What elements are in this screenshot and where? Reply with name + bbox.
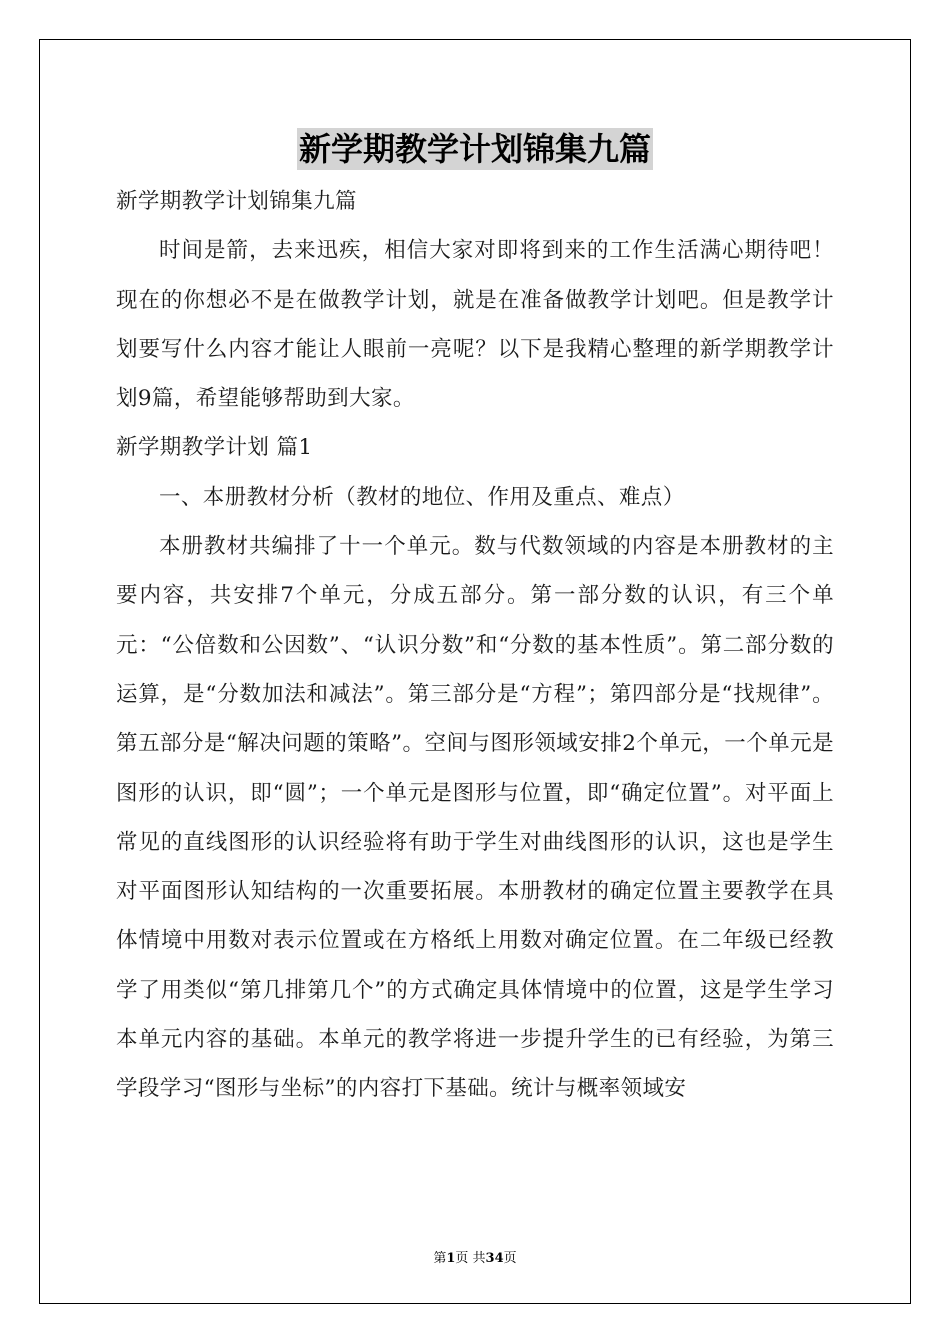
section-heading: 新学期教学计划 篇1 — [116, 435, 313, 461]
footer-total-pages: 34 — [485, 1251, 504, 1266]
intro-paragraph: 时间是箭，去来迅疾，相信大家对即将到来的工作生活满心期待吧！现在的你想必不是在做教学计划，就是在准备做教学计划吧。但是教学计划要写什么内容才能让人眼前一亮呢？以下是我精心整理的新学期教学计划9篇，希望能够帮助到大家。 — [116, 238, 834, 412]
footer-prefix: 第 — [433, 1251, 447, 1266]
document-title: 新学期教学计划锦集九篇 — [298, 130, 651, 168]
footer-middle: 页 共 — [455, 1251, 486, 1266]
document-body — [116, 177, 834, 1114]
subtitle-paragraph: 新学期教学计划锦集九篇 — [116, 189, 357, 214]
subsection-heading: 一、本册教材分析（教材的地位、作用及重点、难点） — [159, 484, 685, 510]
title-container — [0, 128, 950, 170]
page-footer — [0, 1247, 950, 1266]
footer-suffix: 页 — [503, 1251, 517, 1266]
footer-page-number: 1 — [446, 1251, 456, 1266]
body-paragraph: 本册教材共编排了十一个单元。数与代数领域的内容是本册教材的主要内容，共安排7个单元，分成五部分。第一部分数的认识，有三个单元：“公倍数和公因数”、“认识分数”和“分数的基本性质”。第二部分数的运算，是“分数加法和减法”。第三部分是“方程”；第四部分是“找规律”。第五部分是“解决问题的策略”。空间与图形领域安排2个单元，一个单元是图形的认识，即“圆”；一个单元是图形与位置，即“确定位置”。对平面上常见的直线图形的认识经验将有助于学生对曲线图形的认识，这也是学生对平面图形认知结构的一次重要拓展。本册教材的确定位置主要教学在具体情境中用数对表示位置或在方格纸上用数对确定位置。在二年级已经教学了用类似“第几排第几个”的方式确定具体情境中的位置，这是学生学习本单元内容的基础。本单元的教学将进一步提升学生的已有经验，为第三学段学习“图形与坐标”的内容打下基础。统计与概率领域安 — [116, 534, 834, 1102]
